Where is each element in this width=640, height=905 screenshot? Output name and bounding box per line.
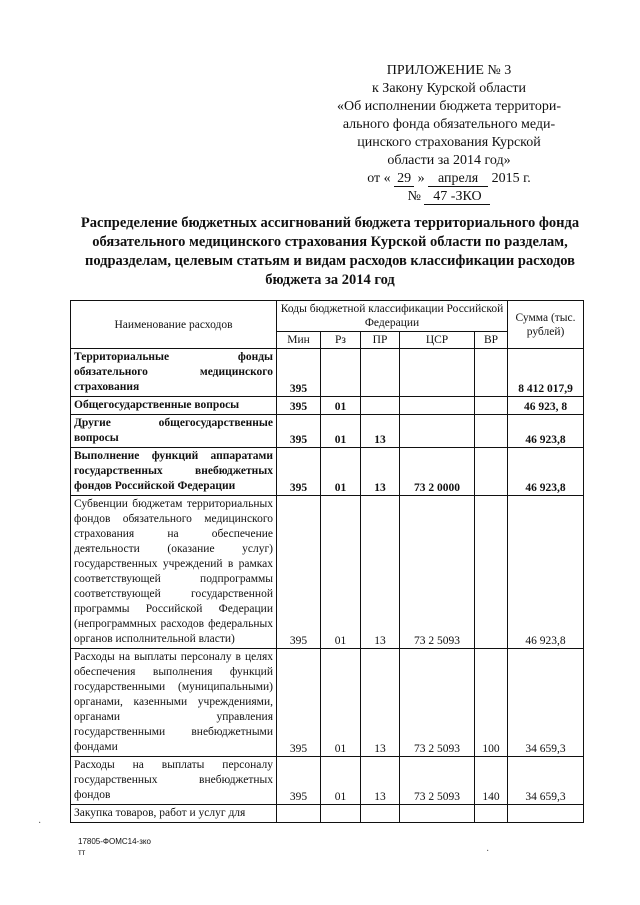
row-pr [361, 805, 400, 823]
header-sum: Сумма (тыс. рублей) [508, 301, 584, 349]
row-vr [475, 397, 508, 415]
appendix-line-5: области за 2014 год» [387, 153, 511, 168]
row-sum: 34 659,3 [508, 757, 584, 805]
row-rz [321, 349, 361, 397]
row-rz: 01 [321, 649, 361, 757]
row-pr: 13 [361, 415, 400, 448]
row-csr: 73 2 5093 [400, 649, 475, 757]
number-prefix: № [407, 189, 421, 204]
appendix-date [318, 170, 580, 188]
row-csr: 73 2 0000 [400, 448, 475, 496]
row-vr [475, 349, 508, 397]
row-name: Территориальные фонды обязательного медицинского страхования [71, 349, 277, 397]
appendix-header [318, 62, 580, 206]
row-min: 395 [277, 649, 321, 757]
appendix-line-2: «Об исполнении бюджета территори- [336, 99, 562, 114]
row-vr [475, 805, 508, 823]
table-row [71, 448, 584, 496]
appendix-number [318, 188, 580, 206]
row-min: 395 [277, 349, 321, 397]
row-vr [475, 448, 508, 496]
table-row [71, 397, 584, 415]
row-name: Расходы на выплаты персоналу в целях обеспечения выполнения функций государственными (муниципальными) органами, казенными учреждениями, органами управления государственными внебюджетными фондами [71, 649, 277, 757]
budget-table [70, 300, 584, 823]
row-sum: 46 923,8 [508, 448, 584, 496]
row-sum [508, 805, 584, 823]
scan-dot-left: · [38, 818, 42, 829]
row-name: Общегосударственные вопросы [71, 397, 277, 415]
table-row [71, 496, 584, 649]
row-pr: 13 [361, 757, 400, 805]
row-rz: 01 [321, 448, 361, 496]
header-vr: ВР [475, 332, 508, 349]
row-pr: 13 [361, 496, 400, 649]
table-row [71, 805, 584, 823]
row-pr: 13 [361, 448, 400, 496]
header-row [71, 301, 584, 332]
row-csr: 73 2 5093 [400, 757, 475, 805]
footer-initials: тт [78, 848, 86, 857]
header-pr: ПР [361, 332, 400, 349]
appendix-line-4: цинского страхования Курской [357, 135, 541, 150]
row-min: 395 [277, 415, 321, 448]
date-mid: » [417, 171, 425, 186]
number-value: 47 -ЗКО [424, 189, 490, 205]
row-csr [400, 397, 475, 415]
row-sum: 8 412 017,9 [508, 349, 584, 397]
header-name: Наименование расходов [71, 301, 277, 349]
header-rz: Рз [321, 332, 361, 349]
row-vr [475, 415, 508, 448]
table-row [71, 649, 584, 757]
document-title: Распределение бюджетных ассигнований бюджета территориального фонда обязательного медицинского страхования Курской области по разделам, подразделам, целевым статьям и видам расходов классификации расходов бюджета за 2014 год [80, 215, 580, 288]
header-min: Мин [277, 332, 321, 349]
appendix-title: ПРИЛОЖЕНИЕ № 3 [386, 63, 512, 78]
row-vr: 100 [475, 649, 508, 757]
footer [78, 836, 151, 858]
row-pr [361, 397, 400, 415]
row-vr: 140 [475, 757, 508, 805]
date-prefix: от « [367, 171, 391, 186]
row-sum: 46 923,8 [508, 415, 584, 448]
date-month: апреля [428, 171, 488, 187]
row-vr [475, 496, 508, 649]
table-row [71, 415, 584, 448]
row-min [277, 805, 321, 823]
row-min: 395 [277, 757, 321, 805]
table-row [71, 757, 584, 805]
row-rz [321, 805, 361, 823]
row-name: Выполнение функций аппаратами государственных внебюджетных фондов Российской Федерации [71, 448, 277, 496]
row-min: 395 [277, 397, 321, 415]
appendix-line-3: ального фонда обязательного меди- [342, 117, 556, 132]
row-name: Субвенции бюджетам территориальных фондов обязательного медицинского страхования на обеспечение деятельности (оказание услуг) государственных учреждений в рамках соответствующей подпрограммы соответствующей государственной программы Российской Федерации (непрограммных расходов федеральных органов исполнительной власти) [71, 496, 277, 649]
row-name: Закупка товаров, работ и услуг для [71, 805, 277, 823]
table-row [71, 349, 584, 397]
row-rz: 01 [321, 415, 361, 448]
date-year: 2015 г. [491, 171, 531, 186]
row-rz: 01 [321, 757, 361, 805]
row-csr [400, 349, 475, 397]
header-codes-group: Коды бюджетной классификации Российской Федерации [277, 301, 508, 332]
row-csr [400, 415, 475, 448]
row-name: Другие общегосударственные вопросы [71, 415, 277, 448]
row-pr: 13 [361, 649, 400, 757]
row-min: 395 [277, 496, 321, 649]
header-csr: ЦСР [400, 332, 475, 349]
date-day: 29 [394, 171, 414, 187]
row-sum: 46 923, 8 [508, 397, 584, 415]
footer-code: 17805-ФОМС14-зко [78, 837, 151, 846]
scan-dot-right: · [486, 846, 490, 857]
row-sum: 34 659,3 [508, 649, 584, 757]
row-pr [361, 349, 400, 397]
row-sum: 46 923,8 [508, 496, 584, 649]
row-rz: 01 [321, 496, 361, 649]
row-csr: 73 2 5093 [400, 496, 475, 649]
appendix-line-1: к Закону Курской области [372, 81, 526, 96]
row-rz: 01 [321, 397, 361, 415]
row-min: 395 [277, 448, 321, 496]
row-csr [400, 805, 475, 823]
row-name: Расходы на выплаты персоналу государственных внебюджетных фондов [71, 757, 277, 805]
